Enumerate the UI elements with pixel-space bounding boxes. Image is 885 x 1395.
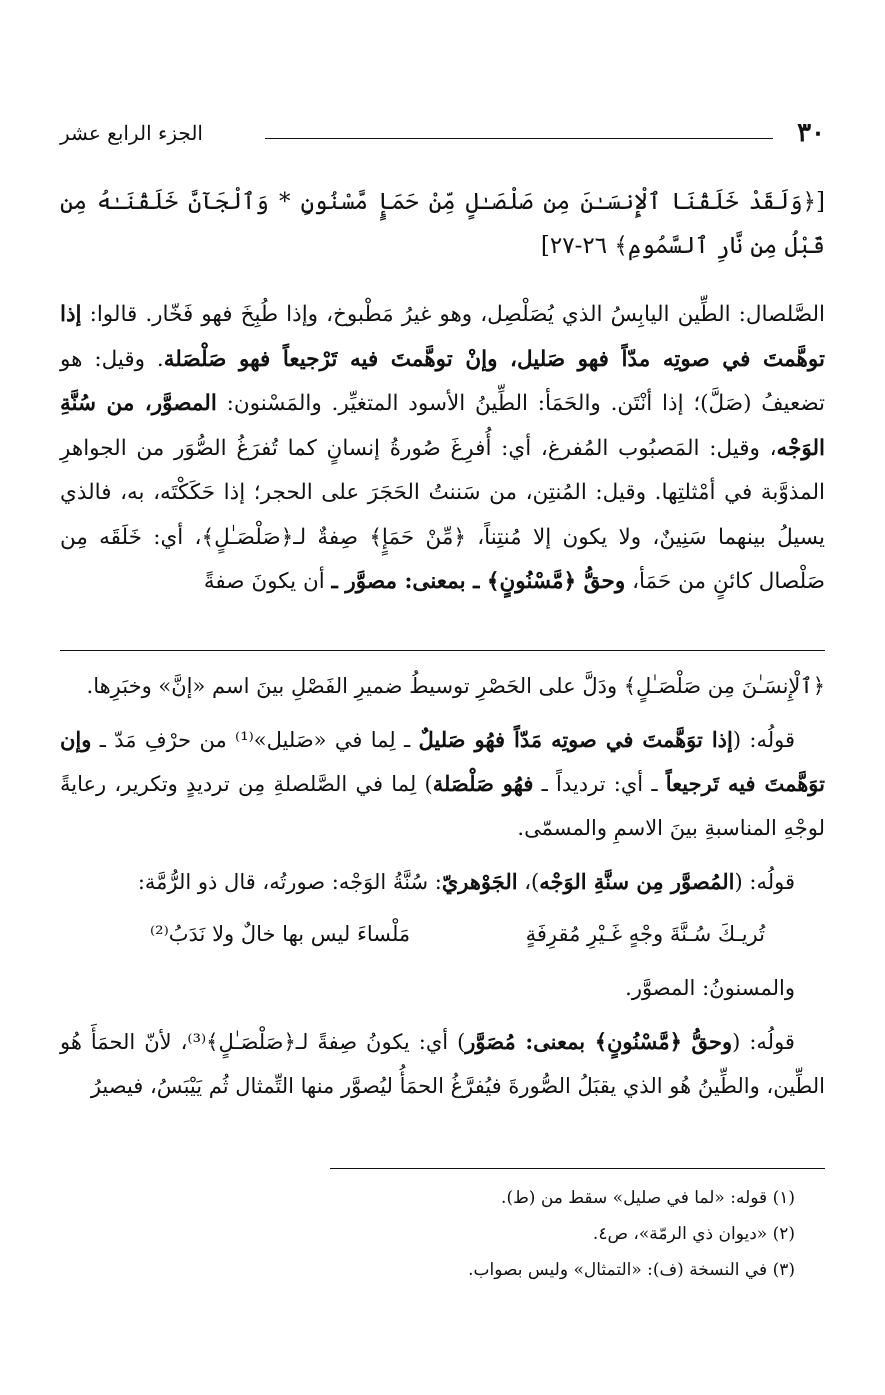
c3-text: قولُه: ( xyxy=(734,870,795,894)
poem-verse xyxy=(60,912,825,956)
header-rule xyxy=(265,138,773,139)
c3-bold-1: المُصوَّر مِن سنَّةِ الوَجْه xyxy=(539,869,735,894)
commentary xyxy=(60,664,825,1118)
main-bold-3: وحقُّ ﴿مَّسْنُونٍ﴾ ـ بمعنى: مصوَّر ـ xyxy=(331,569,626,594)
poem-first-hemistich: تُريـكَ سُـنَّةَ وجْهٍ غَـيْرِ مُقرِفَةٍ xyxy=(525,922,765,946)
c2-text-4: ) لِما في الصَّلصلةِ مِن ترديدٍ وتكرير، رعايةً لوجْهِ المناسبةِ بينَ الاسمِ والمسمّى. xyxy=(60,772,825,840)
c3-text-3: : سُنَّةُ الوَجْه: صورتُه، قال ذو الرُّمَّة: xyxy=(137,870,442,894)
footnote-2: (٢) «ديوان ذي الرمّة»، ص٤. xyxy=(592,1224,795,1244)
commentary-paragraph-4: والمسنونُ: المصوَّر. xyxy=(625,976,795,1000)
c2-bold-1: إذا توَهَّمتَ في صوتِه مَدّاً فهُو صَليلٌ xyxy=(418,727,733,752)
main-bold-2: المصوَّر، من سُنَّةِ الوَجْه xyxy=(60,391,825,461)
main-text-part-1: الصَّلصال: الطِّين اليابِسُ الذي يُصَلْصِل، وهو غيرُ مَطْبوخ، وإذا طُبِخَ فهو فَخّار. قالوا: xyxy=(81,302,825,327)
running-header xyxy=(60,118,825,158)
main-text-part-4: أن يكونَ صفةً xyxy=(203,569,332,594)
footnote-1: (١) قوله: «لما في صليل» سقط من (ط). xyxy=(501,1188,795,1208)
c5-bold: وحقُّ ﴿مَّسْنُونٍ﴾ بمعنى: مُصَوَّر xyxy=(465,1029,733,1054)
c2-bold-2: وإن توَهَّمتَ فيه تَرجيعاً xyxy=(60,727,825,796)
page-number: ٣٠ xyxy=(797,118,825,148)
c2-text-3: ـ أي: ترديداً ـ xyxy=(533,772,666,796)
footnote-3: (٣) في النسخة (ف): «التمثال» وليس بصواب. xyxy=(468,1260,795,1280)
commentary-paragraph-5 xyxy=(60,1020,825,1108)
quran-verse: [﴿وَلَقَدْ خَلَقْنَا ٱلْإِنسَـٰنَ مِن صَلْصَـٰلٍ مِّنْ حَمَإٍ مَّسْنُونٍ * وَٱلْجَآنَّ خَلَقْنَـٰهُ مِن قَبْلُ مِن نَّارِ ٱلسَّمُومِ﴾ ٢٦-٢٧] xyxy=(60,189,825,259)
section-divider xyxy=(60,650,825,651)
main-text-part-2: . وقيل: هو تضعيفُ (صَلَّ)؛ إذا أنْتَن. والحَمَأ: الطِّينُ الأسود المتغيِّر. والمَسْنون: xyxy=(60,346,825,416)
commentary-paragraph-3 xyxy=(60,860,825,904)
c5-text: قولُه: ( xyxy=(732,1030,795,1054)
c3-bold-2: الجَوْهريّ xyxy=(441,869,518,894)
part-title: الجزء الرابع عشر xyxy=(60,121,203,145)
commentary-paragraph-2 xyxy=(60,718,825,850)
main-text-part-3: ، وقيل: المَصبُوب المُفرغ، أي: أُفرِغَ صُورةُ إنسانٍ كما تُفرَغُ الصُّوَر من الجواهرِ المذوَّبة في أمْثلتِها. وقيل: المُنتِن، من سَننتُ الحَجَرَ على الحجر؛ إذا حَكَكْتَه، به، فالذي يسيلُ بينهما سَنِينٌ، ولا يكون إلا مُنتِناً، ﴿مِّنْ حَمَإٍ﴾ صِفةٌ لـ﴿صَلْصَـٰلٍ﴾، أي: خَلَقَه مِن صَلْصال كائنٍ من حَمَأ، xyxy=(60,435,825,594)
poem-second-hemistich: مَلْساءَ ليس بها خالٌ ولا نَدَبُ⁽²⁾ xyxy=(150,922,411,946)
commentary-paragraph-1: ﴿ٱلْإِنسَـٰنَ مِن صَلْصَـٰلٍ﴾ ودَلَّ على الحَصْرِ توسيطُ ضميرِ الفَصْلِ بينَ اسم «إنَّ» وخبَرِها. xyxy=(86,674,825,698)
c2-text-2: ـ لِما في «صَليل»⁽¹⁾ من حرْفِ مَدّ ـ xyxy=(91,728,419,752)
main-paragraph xyxy=(60,293,825,605)
main-text xyxy=(60,293,825,605)
footnote-divider xyxy=(330,1168,825,1169)
c2-bold-3: فهُو صَلْصَلة xyxy=(432,771,534,796)
c3-text-2: )، xyxy=(517,870,540,894)
footnotes xyxy=(60,1180,825,1288)
c2-text: قولُه: ( xyxy=(732,728,796,752)
main-bold-1: إذا توهَّمتَ في صوتِه مدّاً فهو صَليل، وإنْ توهَّمتَ فيه تَرْجيعاً فهو صَلْصَلة xyxy=(60,302,825,372)
c5-text-2: ) أي: يكونُ صِفةً لـ﴿صَلْصَـٰلٍ﴾⁽³⁾، لأنّ الحمَأَ هُو الطِّين، والطِّينُ هُو الذي يقبَلُ الصُّورةَ فيُفرَّغُ الحمَأُ ليُصوَّر منها التِّمثال ثُم يَيْبَسُ، فيصيرُ xyxy=(60,1030,825,1098)
